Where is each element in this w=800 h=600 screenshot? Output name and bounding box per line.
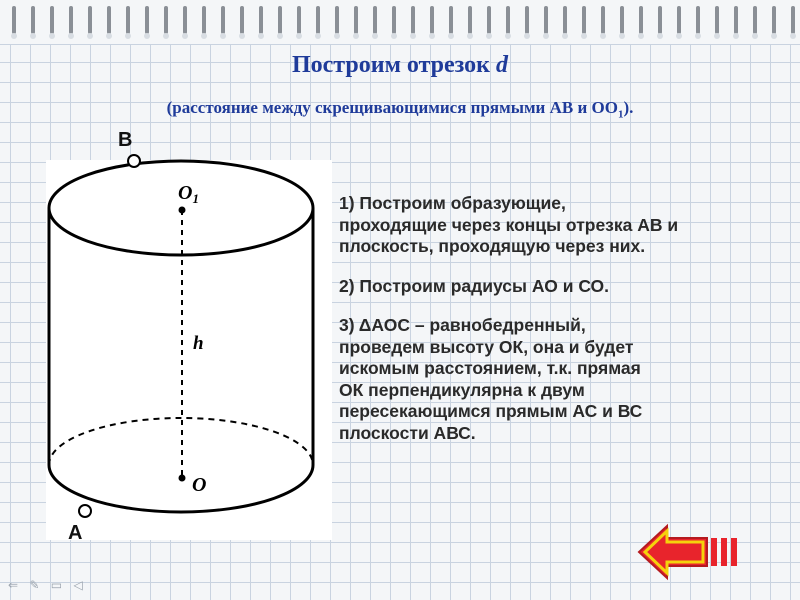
label-B: B <box>118 129 133 151</box>
label-O: O <box>192 474 207 496</box>
slide-nav-icons[interactable]: ⇐ ✎ ▭ ◁ <box>8 578 87 592</box>
step-1: 1) Построим образующие, проходящие через концы отрезка АВ и плоскость, проходящую через них. <box>339 193 679 256</box>
arrow-bar-2 <box>721 538 727 566</box>
label-h: h <box>193 333 204 354</box>
arrow-bar-1 <box>711 538 717 566</box>
point-A <box>79 505 91 517</box>
step-2: 2) Построим радиусы АО и СО. <box>339 275 610 296</box>
point-B <box>128 155 140 167</box>
figure-background <box>46 160 332 540</box>
point-O <box>179 475 186 482</box>
page-title: Построим отрезок d <box>291 52 509 78</box>
arrow-bar-3 <box>731 538 737 566</box>
back-arrow-button[interactable] <box>637 522 743 582</box>
label-A: A <box>68 522 83 544</box>
steps-text <box>339 193 779 462</box>
point-O1 <box>179 207 186 214</box>
arrow-body <box>639 526 707 578</box>
step-3: 3) ΔАОС – равнобедренный, проведем высоту ОК, она и будет искомым расстоянием, т.к. прямая ОК перпендикулярна к двум пересекающимся прямым АС и ВС плоскости АВС. <box>339 315 643 443</box>
label-O1: $O_1$ <box>178 182 199 206</box>
page-subtitle: (расстояние между скрещивающимися прямыми АВ и $ОО_1$). <box>166 98 634 121</box>
